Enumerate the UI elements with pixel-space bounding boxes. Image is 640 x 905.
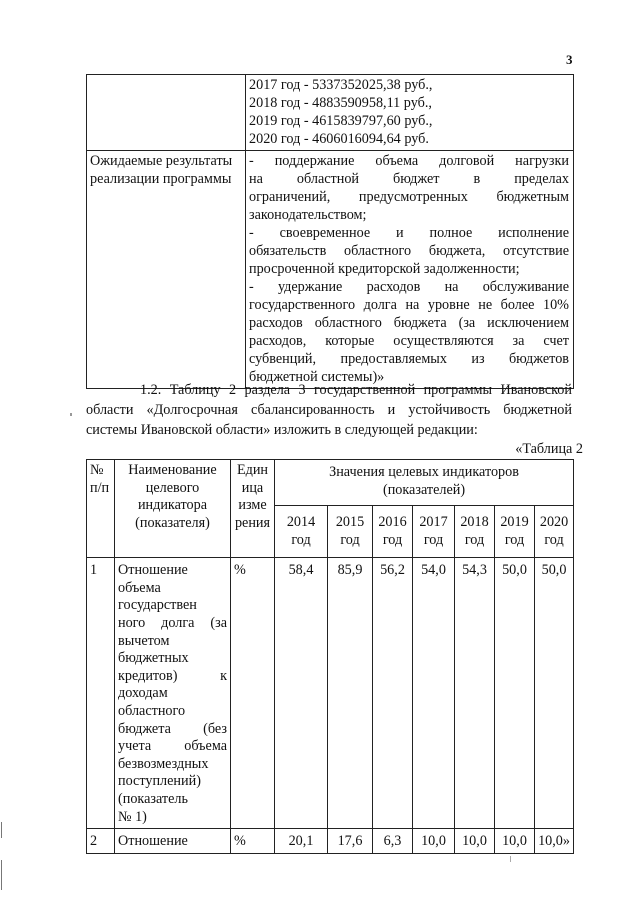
table-row	[87, 829, 574, 854]
scan-margin-mark	[1, 822, 2, 838]
table-row-expected-results	[87, 151, 574, 389]
table-caption: «Таблица 2	[515, 441, 583, 457]
name-line: Отношение	[118, 562, 188, 579]
value-2015: 85,9	[328, 558, 373, 829]
text-line: - своевременное и полное исполнение	[249, 225, 569, 241]
value-2018: 10,0	[455, 829, 495, 854]
name-line: объема	[118, 579, 161, 596]
paragraph-line: системы Ивановской области» изложить в следующей редакции:	[86, 422, 478, 438]
header-year-2019: 2019 год	[495, 506, 535, 558]
header-unit: Един ица изме рения	[231, 460, 275, 558]
text-line: государственного долга на уровне не более 10%	[249, 297, 569, 313]
expected-results-text	[246, 151, 574, 389]
text-line: субвенций, предоставляемых из бюджетов	[249, 351, 569, 367]
text-line: на областной бюджет в пределах	[249, 171, 569, 187]
text-line: просроченной кредиторской задолженности;	[249, 261, 520, 277]
header-year-2015: 2015 год	[328, 506, 373, 558]
text-line: законодательством;	[249, 207, 367, 223]
name-line: Отношение	[118, 833, 188, 850]
header-row	[87, 460, 574, 506]
table-row	[87, 558, 574, 829]
name-line: государствен	[118, 597, 197, 614]
name-line: кредитов) к	[118, 667, 227, 684]
name-line: ного долга (за	[118, 614, 227, 631]
header-name: Наименование целевого индикатора (показателя)	[115, 460, 231, 558]
scan-speck	[70, 413, 72, 416]
paragraph-line: области «Долгосрочная сбалансированность и устойчивость бюджетной	[86, 402, 572, 418]
header-year-2017: 2017 год	[413, 506, 455, 558]
row-indicator-name	[115, 558, 231, 829]
amendment-paragraph	[86, 380, 572, 440]
row-label-empty	[87, 75, 246, 151]
name-line: № 1)	[118, 808, 147, 825]
text-line: бюджетной системы)»	[249, 369, 385, 385]
name-line: бюджета (без	[118, 720, 227, 737]
paragraph-line	[86, 380, 572, 400]
value-2020: 10,0»	[535, 829, 574, 854]
value-2018: 54,3	[455, 558, 495, 829]
row-unit: %	[231, 558, 275, 829]
label-line: Ожидаемые результаты	[90, 153, 233, 169]
row-unit: %	[231, 829, 275, 854]
name-line: доходам	[118, 685, 168, 702]
row-indicator-name	[115, 829, 231, 854]
funding-by-year-cell	[246, 75, 574, 151]
value-2016: 56,2	[373, 558, 413, 829]
text-line: ограничений, предусмотренных бюджетным	[249, 189, 569, 205]
table-row-funding	[87, 75, 574, 151]
text-line: - поддержание объема долговой нагрузки	[249, 153, 569, 169]
value-2014: 58,4	[275, 558, 328, 829]
name-line: областного	[118, 702, 186, 719]
text-line: расходов, которые осуществляются за счет	[249, 333, 569, 349]
value-2019: 10,0	[495, 829, 535, 854]
header-year-2016: 2016 год	[373, 506, 413, 558]
program-passport-table	[86, 74, 574, 389]
funding-line-2017: 2017 год - 5337352025,38 руб.,	[249, 77, 433, 93]
label-line: реализации программы	[90, 171, 232, 187]
value-2020: 50,0	[535, 558, 574, 829]
name-line: бюджетных	[118, 650, 189, 667]
header-values-group: Значения целевых индикаторов (показателей)	[275, 460, 574, 506]
value-2017: 10,0	[413, 829, 455, 854]
value-2017: 54,0	[413, 558, 455, 829]
funding-line-2018: 2018 год - 4883590958,11 руб.,	[249, 95, 432, 111]
name-line: поступлений)	[118, 773, 201, 790]
value-2019: 50,0	[495, 558, 535, 829]
funding-line-2019: 2019 год - 4615839797,60 руб.,	[249, 113, 433, 129]
text-line: обязательств областного бюджета, отсутствие	[249, 243, 569, 259]
indicators-table	[86, 459, 574, 854]
scan-speck	[510, 856, 511, 862]
name-line: (показатель	[118, 790, 188, 807]
name-line: учета объема	[118, 738, 227, 755]
value-2014: 20,1	[275, 829, 328, 854]
page-number: 3	[566, 52, 573, 67]
header-num: № п/п	[87, 460, 115, 558]
value-2016: 6,3	[373, 829, 413, 854]
row-num: 2	[87, 829, 115, 854]
row-num: 1	[87, 558, 115, 829]
header-year-2014: 2014 год	[275, 506, 328, 558]
text-line: - удержание расходов на обслуживание	[249, 279, 569, 295]
header-year-2020: 2020 год	[535, 506, 574, 558]
name-line: безвозмездных	[118, 755, 209, 772]
text-line: расходов областного бюджета (за исключением	[249, 315, 569, 331]
expected-results-label	[87, 151, 246, 389]
paragraph-line-text: 1.2. Таблицу 2 раздела 3 государственной программы Ивановской	[140, 382, 572, 398]
name-line: вычетом	[118, 632, 170, 649]
value-2015: 17,6	[328, 829, 373, 854]
header-year-2018: 2018 год	[455, 506, 495, 558]
scan-margin-mark	[1, 860, 2, 890]
funding-line-2020: 2020 год - 4606016094,64 руб.	[249, 131, 429, 147]
